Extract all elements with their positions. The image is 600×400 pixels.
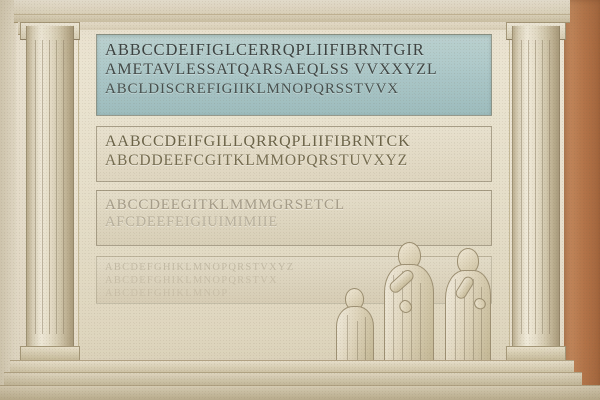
figure-adult-center [382, 230, 436, 370]
figure-adult-right [443, 238, 493, 370]
inscription-panel-2 [96, 126, 492, 182]
inscription-line: ABCLDISCREFIGIIKLMNOPQRSSTVVX [105, 80, 399, 97]
entablature-molding [14, 14, 570, 15]
inscription-line: ABCDEFGHIKLMNOP [105, 287, 229, 299]
inscription-panel-1 [96, 34, 492, 116]
inscription-line: AFCDEEFEIGIUIMIMIIE [105, 214, 279, 231]
inscription-line: ABBCCDEIFIGLCERRQPLIIFIBRNTGIR [105, 40, 425, 59]
inscription-line: ABCDEFGHIKLMNOPQRSTVXYZ [105, 262, 295, 273]
inscription-line: ABCCDEEGITKLMMMGRSETCL [105, 197, 345, 213]
left-column [26, 26, 74, 360]
entablature [14, 0, 570, 23]
background-left-edge [0, 0, 16, 400]
figure-child [334, 282, 376, 372]
right-column [512, 26, 560, 360]
inscription-line: AMETAVLESSATQARSAEQLSS VVXXYZL [105, 61, 438, 79]
inscription-line: ABCDDEEFCGITKLMMOPQRSTUVXYZ [105, 151, 408, 169]
inscription-line: AABCCDEIFGILLQRRQPLIIFIBRNTCK [105, 133, 411, 150]
step-lower [0, 385, 600, 400]
background-terracotta-wall [564, 0, 600, 400]
inscription-line: ABCDEFGHIKLMNOPQRSTVX [105, 274, 278, 286]
